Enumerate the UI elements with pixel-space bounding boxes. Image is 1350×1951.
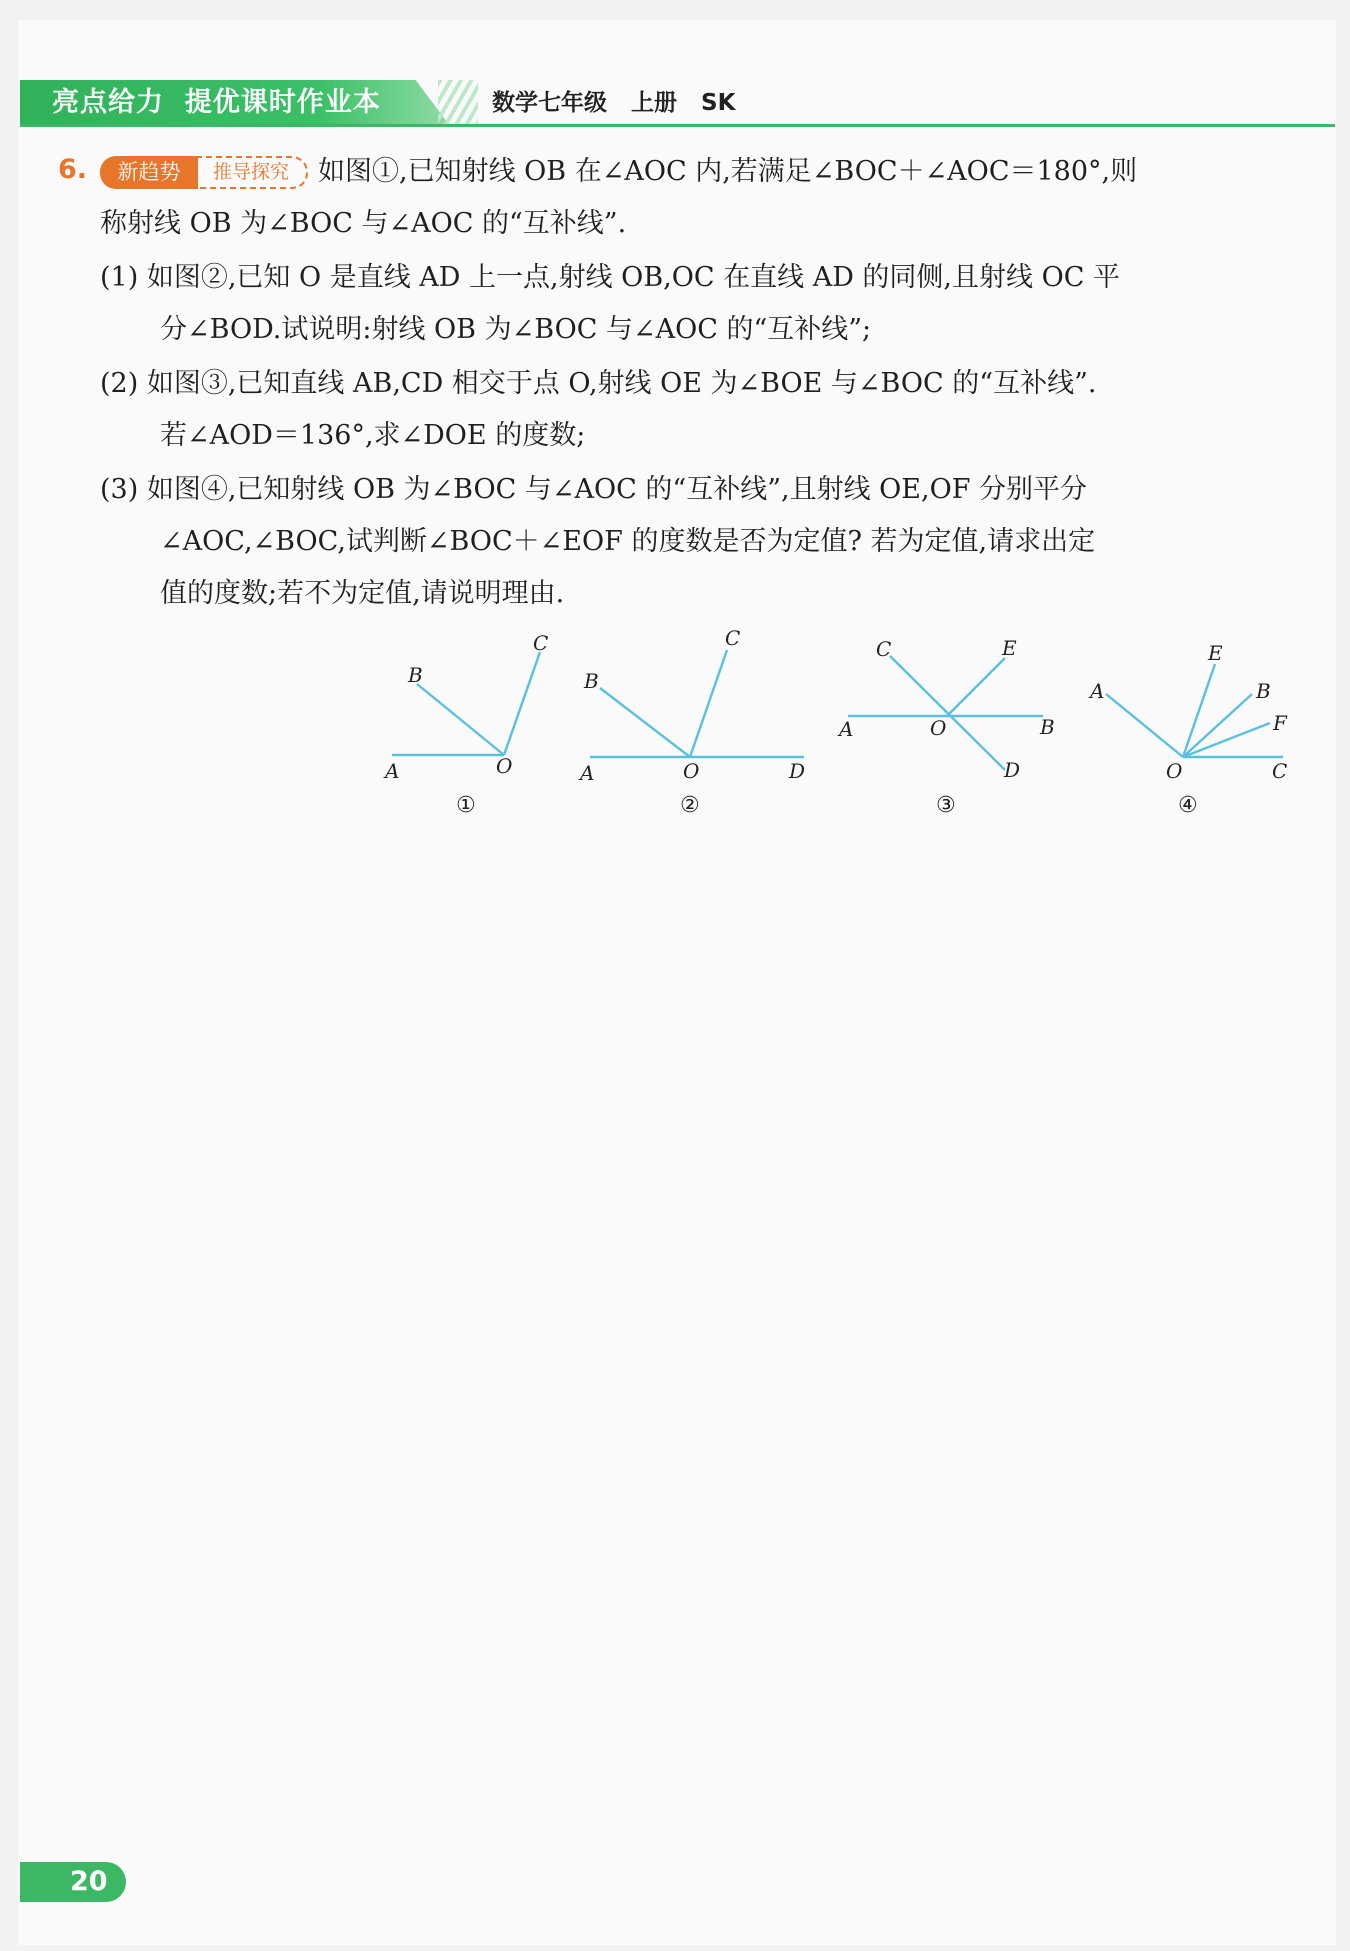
point-label: B	[1040, 715, 1055, 739]
point-label: A	[580, 761, 595, 785]
figure-2	[578, 626, 805, 818]
page-number: 20	[20, 1862, 126, 1902]
point-label: C	[876, 637, 892, 661]
tag-topic: 推导探究	[196, 156, 308, 189]
question-line: (2) 如图③,已知直线 AB,CD 相交于点 O,射线 OE 为∠BOE 与∠BOC 的“互补线”.	[100, 368, 1097, 399]
point-label: C	[725, 626, 741, 650]
figure-3	[837, 636, 1055, 818]
question-line: (1) 如图②,已知 O 是直线 AD 上一点,射线 OB,OC 在直线 AD 的同侧,且射线 OC 平	[100, 262, 1120, 293]
point-label: E	[1208, 641, 1223, 665]
point-label: C	[533, 631, 549, 655]
ray-of	[1183, 723, 1270, 757]
point-label: O	[930, 716, 947, 740]
point-label: A	[385, 759, 400, 783]
ray-oc	[504, 652, 540, 755]
ray-oa	[1106, 694, 1183, 757]
point-label: D	[1004, 758, 1021, 782]
question-line: 称射线 OB 为∠BOC 与∠AOC 的“互补线”.	[100, 208, 627, 239]
question-line: (3) 如图④,已知射线 OB 为∠BOC 与∠AOC 的“互补线”,且射线 OE,OF 分别平分	[100, 474, 1088, 505]
tag-trend: 新趋势	[100, 156, 198, 189]
point-label: A	[1090, 679, 1105, 703]
point-label: C	[1272, 759, 1288, 783]
ray-oc	[690, 650, 727, 757]
book-subtitle: 数学七年级 上册 SK	[492, 90, 736, 116]
point-label: B	[584, 669, 599, 693]
question-line: ∠AOC,∠BOC,试判断∠BOC＋∠EOF 的度数是否为定值? 若为定值,请求出定	[160, 526, 1096, 557]
question-number: 6.	[58, 154, 88, 185]
figure-caption: ②	[680, 793, 700, 818]
question-line: 值的度数;若不为定值,请说明理由.	[160, 578, 565, 609]
question-line: 分∠BOD.试说明:射线 OB 为∠BOC 与∠AOC 的“互补线”;	[160, 314, 872, 345]
question-line: 若∠AOD＝136°,求∠DOE 的度数;	[160, 420, 586, 451]
book-title: 亮点给力 提优课时作业本	[52, 87, 381, 118]
point-label: B	[1256, 679, 1271, 703]
line-cd	[890, 656, 1005, 770]
point-label: E	[1002, 636, 1017, 660]
point-label: O	[1166, 759, 1183, 783]
ray-oe	[947, 658, 1005, 716]
point-label: O	[683, 759, 700, 783]
point-label: A	[839, 717, 854, 741]
point-label: B	[408, 663, 423, 687]
point-label: O	[496, 754, 513, 778]
figure-caption: ④	[1178, 793, 1198, 818]
ray-ob	[600, 688, 690, 757]
point-label: F	[1273, 711, 1287, 735]
figure-4	[1088, 641, 1288, 818]
point-label: D	[789, 759, 806, 783]
ray-ob	[417, 684, 504, 755]
figures	[0, 0, 1350, 840]
figure-caption: ③	[936, 793, 956, 818]
figure-1	[383, 631, 548, 818]
question-line: 如图①,已知射线 OB 在∠AOC 内,若满足∠BOC＋∠AOC＝180°,则	[318, 156, 1138, 187]
figure-caption: ①	[456, 793, 476, 818]
